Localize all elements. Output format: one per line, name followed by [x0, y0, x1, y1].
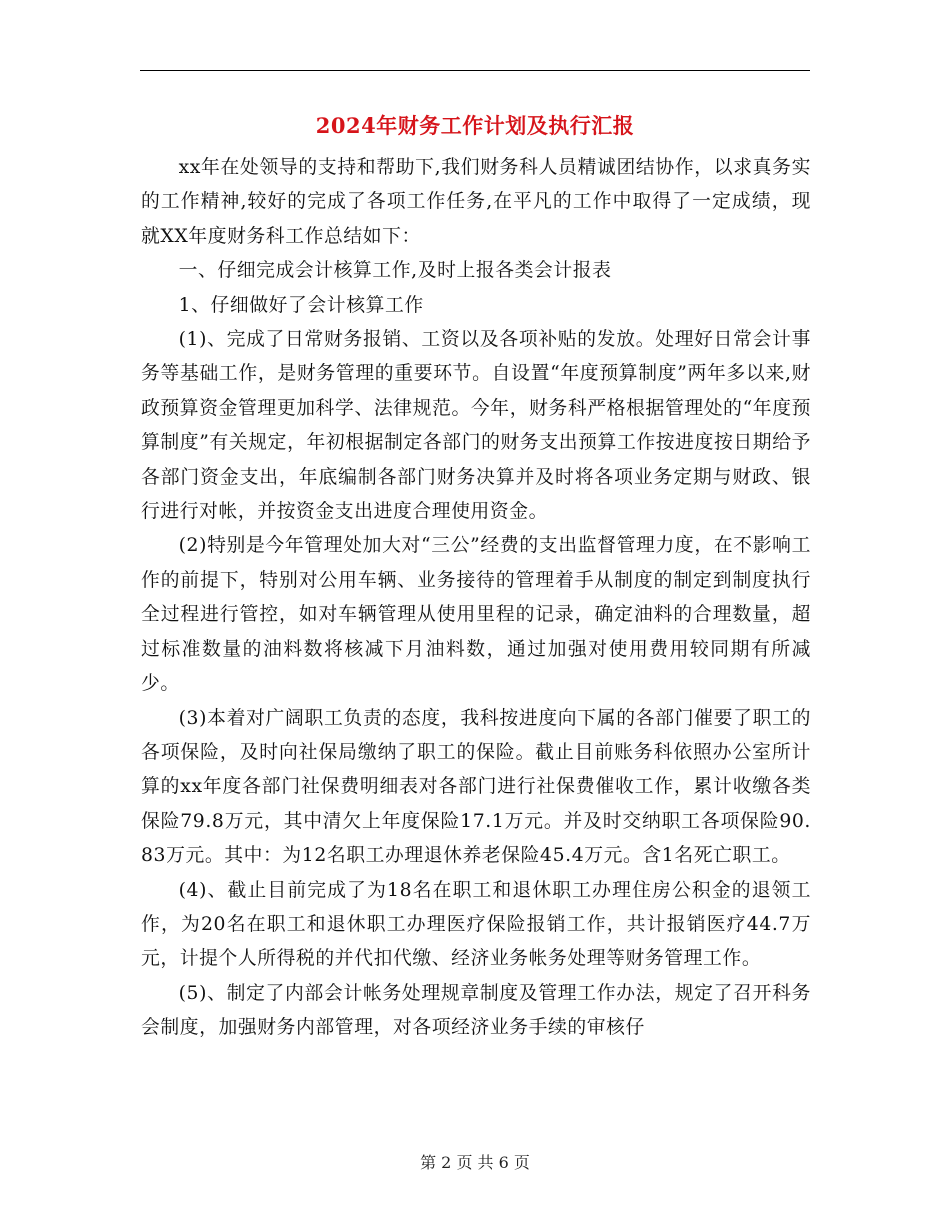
footer-total-pages: 6: [498, 1153, 509, 1172]
footer-middle: 页 共: [456, 1153, 494, 1172]
paragraph-item-5: (5)、制定了内部会计帐务处理规章制度及管理工作办法，规定了召开科务会制度，加强财务内部管理，对各项经济业务手续的审核仔: [141, 982, 811, 1039]
footer-suffix: 页: [513, 1153, 530, 1172]
footer-prefix: 第: [420, 1153, 437, 1172]
paragraph-item-2: (2)特别是今年管理处加大对“三公”经费的支出监督管理力度，在不影响工作的前提下，特别对公用车辆、业务接待的管理着手从制度的制定到制度执行全过程进行管控，如对车辆管理从使用里程的记录，确定油料的合理数量，超过标准数量的油料数将核减下月油料数，通过加强对使用费用较同期有所减少。: [141, 535, 811, 695]
document-body: [141, 151, 811, 1046]
document-title: 2024年财务工作计划及执行汇报: [315, 113, 635, 138]
footer-current-page: 2: [441, 1153, 452, 1172]
paragraph-intro: xx年在处领导的支持和帮助下,我们财务科人员精诚团结协作，以求真务实的工作精神,较好的完成了各项工作任务,在平凡的工作中取得了一定成绩，现就XX年度财务科工作总结如下：: [141, 157, 811, 247]
paragraph-item-1: (1)、完成了日常财务报销、工资以及各项补贴的发放。处理好日常会计事务等基础工作，是财务管理的重要环节。自设置“年度预算制度”两年多以来,财政预算资金管理更加科学、法律规范。今年，财务科严格根据管理处的“年度预算制度”有关规定，年初根据制定各部门的财务支出预算工作按进度按日期给予各部门资金支出，年底编制各部门财务决算并及时将各项业务定期与财政、银行进行对帐，并按资金支出进度合理使用资金。: [141, 329, 811, 523]
subsection-heading-1: 1、仔细做好了会计核算工作: [178, 294, 424, 316]
paragraph-item-4: (4)、截止目前完成了为18名在职工和退休职工办理住房公积金的退领工作，为20名在职工和退休职工办理医疗保险报销工作，共计报销医疗44.7万元，计提个人所得税的并代扣代缴、经济业务帐务处理等财务管理工作。: [141, 879, 811, 970]
header-rule: [140, 70, 810, 71]
paragraph-item-3: (3)本着对广阔职工负责的态度，我科按进度向下属的各部门催要了职工的各项保险，及时向社保局缴纳了职工的保险。截止目前账务科依照办公室所计算的xx年度各部门社保费明细表对各部门进行社保费催收工作，累计收缴各类保险79.8万元，其中清欠上年度保险17.1万元。并及时交纳职工各项保险90.83万元。其中：为12名职工办理退休养老保险45.4万元。含1名死亡职工。: [141, 707, 811, 867]
section-heading-1: 一、仔细完成会计核算工作,及时上报各类会计报表: [178, 260, 612, 282]
page-number-footer: [0, 1151, 950, 1175]
